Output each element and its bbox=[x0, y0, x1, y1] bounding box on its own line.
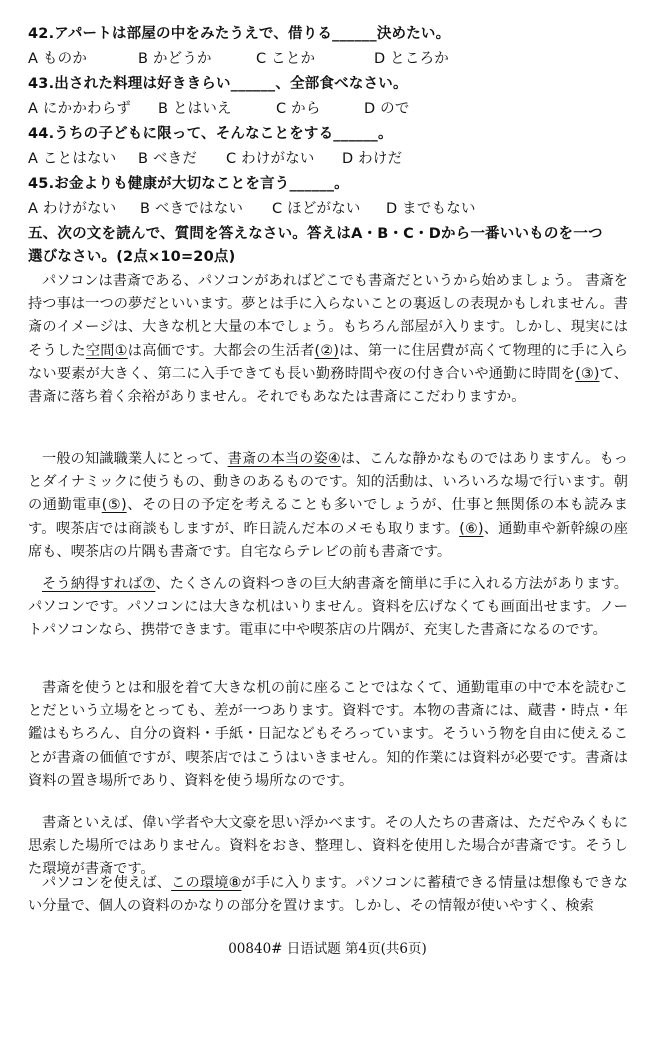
underlined-blank-1: 空間① bbox=[85, 342, 128, 359]
question-45-stem: 45.お金よりも健康が大切なことを言う______。 bbox=[28, 176, 349, 192]
passage-paragraph-6 bbox=[28, 872, 628, 918]
option-a: A にかかわらず bbox=[28, 101, 132, 117]
question-42-stem: 42.アパートは部屋の中をみたうえで、借りる______決めたい。 bbox=[28, 26, 451, 42]
option-d: D ので bbox=[364, 101, 410, 117]
option-c: C ことか bbox=[256, 51, 316, 67]
underlined-phrase-7: そう納得すれば⑦ bbox=[42, 576, 156, 592]
passage-paragraph-5: 書斎といえば、偉い学者や大文豪を思い浮かべます。その人たちの書斎は、ただやみくもに思索した場所ではありません。資料をおき、整理し、資料を使用した場合が書斎です。そうした環境が書斎です。 bbox=[28, 815, 628, 878]
option-b: B かどうか bbox=[138, 51, 212, 67]
paragraph-text: パソコンを使えば、 bbox=[42, 875, 172, 891]
option-a: A ことはない bbox=[28, 151, 117, 167]
option-b: B べきだ bbox=[138, 151, 198, 167]
passage-paragraph-3 bbox=[28, 573, 628, 643]
option-d: D までもない bbox=[386, 201, 476, 217]
option-b: B べきではない bbox=[140, 201, 244, 217]
underlined-phrase-8: この環境⑧ bbox=[171, 875, 242, 891]
paragraph-text: て、書斎に落ち着く余裕がありません。それでもあなたは書斎にこだわりますか。 bbox=[28, 365, 628, 406]
passage-paragraph-4: 書斎を使うとは和服を着て大きな机の前に座ることではなくて、通勤電車の中で本を読むことだという立場をとっても、差が一つあります。資料です。本物の書斎には、蔵書・時点・年鑑はもちろん、自分の資料・手紙・日記などもそろっています。そういう物を自由に使えることが書斎の価値ですが、喫茶店ではこうはいきません。知的作業には資料が必要です。書斎は資料の置き場所であり、資料を使う場所なのです。 bbox=[28, 680, 628, 789]
paragraph-text: は、こんな静かなものではありますん。もっとダイナミックに使うもの、動きのあるものです。知的活動は、いろいろな場で行います。朝の通勤電車 bbox=[28, 451, 628, 514]
paragraph-text: は、第一に住居費が高くて物理的に手に入らない要素が大きく、第二に入手できても長い勤務時間や夜の付き合いや通勤に時間を bbox=[28, 342, 628, 382]
question-44-stem: 44.うちの子どもに限って、そんなことをする______。 bbox=[28, 126, 393, 142]
section-title-line-1: 五、次の文を読んで、質問を答えなさい。答えはA・B・C・Dから一番いいものを一つ bbox=[28, 226, 603, 242]
paragraph-text: パソコンは書斎である、パソコンがあればどこでも書斎だというから始めましょう。 書斎を持つ事は一つの夢だといいます。夢とは手に入らないことの裏返しの表現かもしれません。書斎のイメージは、大きな机と大量の本でしょう。もちろん部屋が入ります。しかし、現実にはそうした bbox=[28, 273, 628, 359]
question-45-options bbox=[28, 199, 628, 219]
section-title-line-2: 選びなさい。(2点×10=20点) bbox=[28, 249, 236, 265]
question-43-stem: 43.出された料理は好ききらい______、全部食べなさい。 bbox=[28, 76, 408, 92]
question-42-options bbox=[28, 49, 628, 69]
paragraph-text: 、その日の予定を考えることも多いでしょうが、仕事と無関係の本も読みます。喫茶店では商談もしますが、昨日読んだ本のメモも取ります。 bbox=[28, 497, 628, 537]
passage-paragraph-2 bbox=[28, 448, 628, 564]
question-43-options bbox=[28, 99, 628, 119]
paragraph-text: は高価です。大都会の生活者 bbox=[127, 342, 315, 359]
question-44-options bbox=[28, 149, 628, 169]
paragraph-text: 、たくさんの資料つきの巨大納書斎を簡単に手に入れる方法があります。パソコンです。パソコンには大きな机はいりません。資料を広げなくても画面出せます。ノートパソコンなら、携帯できます。電車に中や喫茶店の片隅が、充実した書斎になるのです。 bbox=[28, 576, 628, 639]
paragraph-text: が手に入ります。パソコンに蓄積できる情量は想像もできない分量で、個人の資料のかなりの部分を置けます。しかし、その情報が使いやすく、検索 bbox=[28, 875, 628, 915]
option-c: C わけがない bbox=[226, 151, 315, 167]
option-d: D ところか bbox=[374, 51, 449, 67]
option-a: A ものか bbox=[28, 51, 88, 67]
paragraph-text: 、通勤車や新幹線の座席も、喫茶店の片隅も書斎です。自宅ならテレビの前も書斎です。 bbox=[28, 520, 628, 560]
option-b: B とはいえ bbox=[158, 101, 232, 117]
paragraph-text: 一般の知識職業人にとって、 bbox=[42, 451, 228, 467]
option-c: C ほどがない bbox=[272, 201, 361, 217]
underlined-blank-2: (②) bbox=[314, 342, 339, 359]
underlined-phrase-4: 書斎の本当の姿④ bbox=[227, 451, 341, 467]
underlined-blank-5: (⑤) bbox=[101, 497, 127, 514]
page-footer: 00840# 日语试题 第4页(共6页) bbox=[228, 941, 427, 957]
underlined-blank-3: (③) bbox=[575, 365, 600, 382]
option-d: D わけだ bbox=[342, 151, 403, 167]
passage-paragraph-1 bbox=[28, 270, 628, 409]
underlined-blank-6: (⑥) bbox=[459, 520, 484, 537]
option-a: A わけがない bbox=[28, 201, 117, 217]
option-c: C から bbox=[276, 101, 321, 117]
